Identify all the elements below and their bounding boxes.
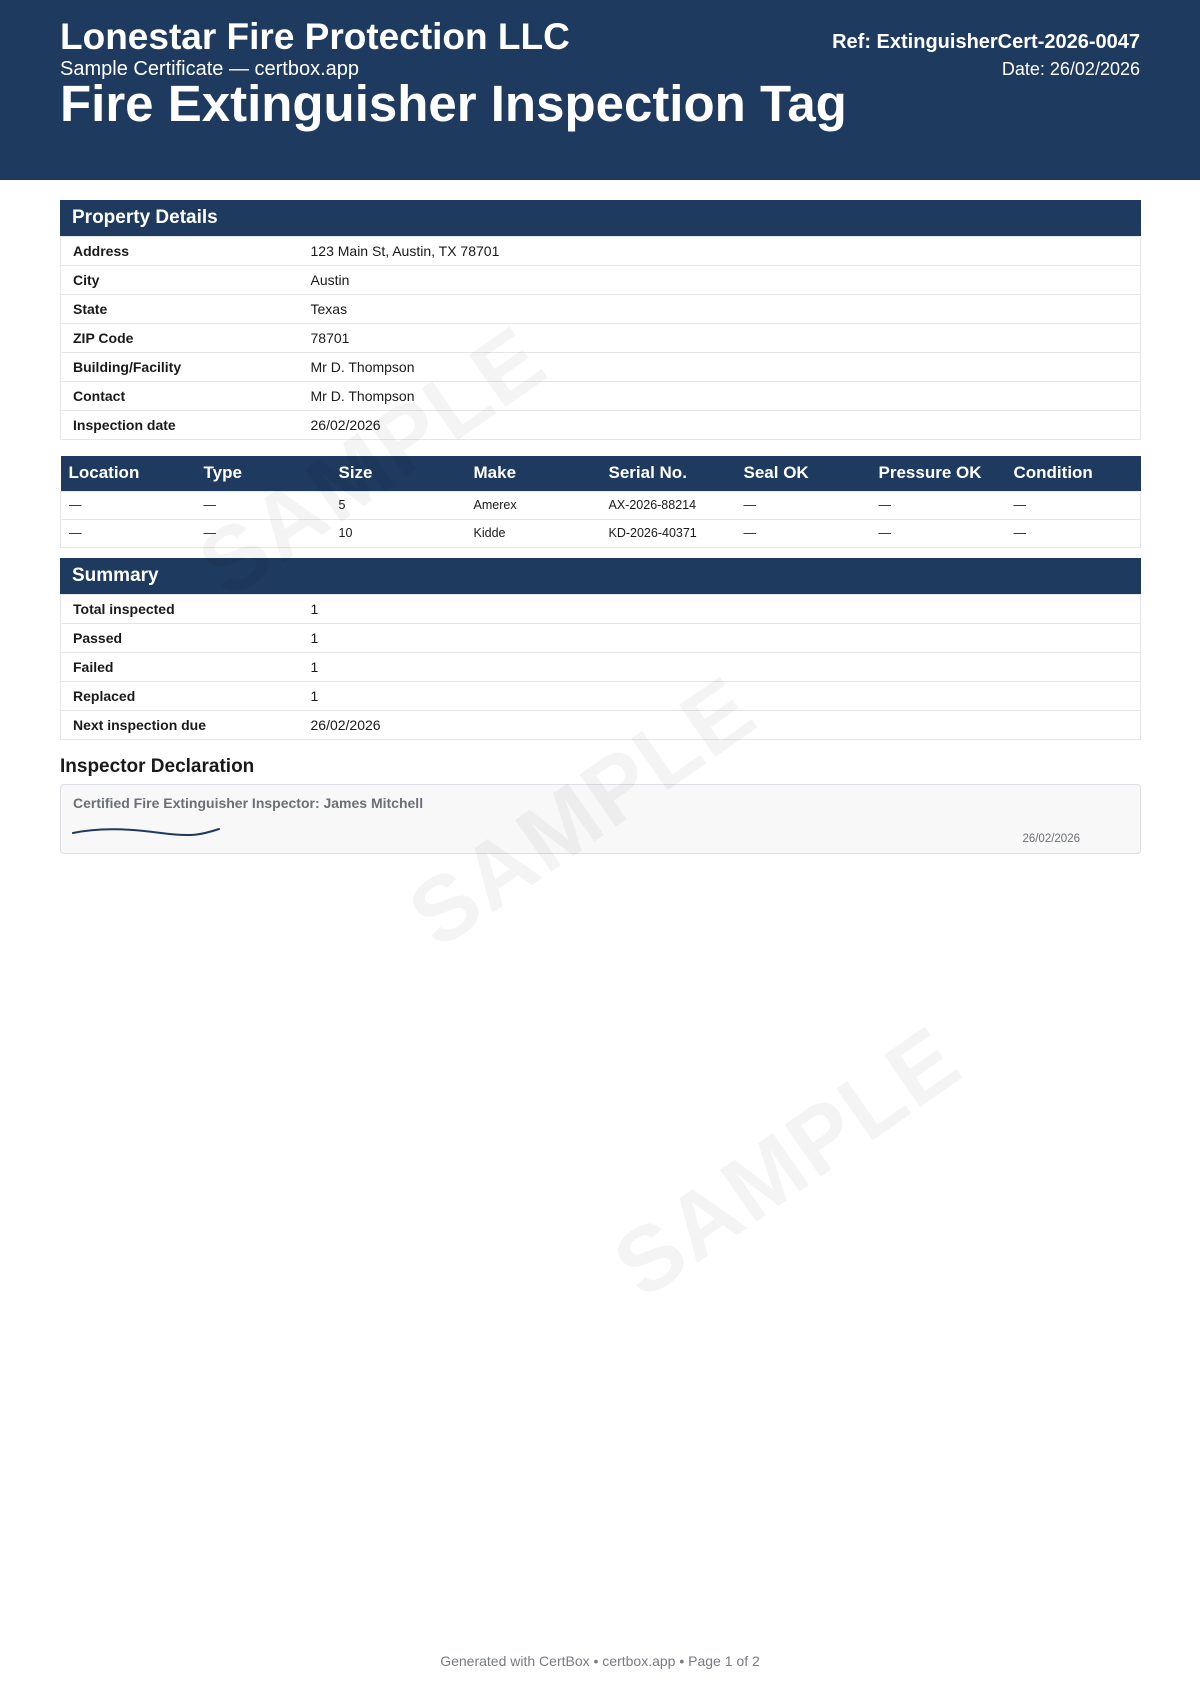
detail-row	[61, 266, 1141, 295]
detail-row	[61, 682, 1141, 711]
detail-label: Address	[61, 237, 299, 266]
detail-value: 26/02/2026	[299, 711, 1141, 740]
detail-label: Replaced	[61, 682, 299, 711]
reference-number: Ref: ExtinguisherCert-2026-0047	[832, 31, 1140, 53]
declaration-heading: Inspector Declaration	[60, 756, 255, 777]
table-cell: —	[871, 519, 1006, 547]
detail-label: Contact	[61, 382, 299, 411]
table-cell: —	[196, 519, 331, 547]
detail-value: 26/02/2026	[299, 411, 1141, 440]
detail-label: Building/Facility	[61, 353, 299, 382]
certificate-subtitle: Sample Certificate — certbox.app	[60, 58, 360, 80]
detail-row	[61, 711, 1141, 740]
detail-label: ZIP Code	[61, 324, 299, 353]
detail-value: Mr D. Thompson	[299, 382, 1141, 411]
table-cell: 10	[331, 519, 466, 547]
page-footer: Generated with CertBox • certbox.app • Page 1 of 2	[440, 1653, 760, 1669]
detail-label: Next inspection due	[61, 711, 299, 740]
summary-table	[60, 594, 1141, 740]
column-header: Make	[466, 456, 601, 491]
column-header: Type	[196, 456, 331, 491]
detail-value: Austin	[299, 266, 1141, 295]
detail-row	[61, 595, 1141, 624]
detail-value: 123 Main St, Austin, TX 78701	[299, 237, 1141, 266]
column-header: Pressure OK	[871, 456, 1006, 491]
detail-row	[61, 382, 1141, 411]
declaration-date: 26/02/2026	[1022, 833, 1080, 845]
table-cell: —	[196, 491, 331, 519]
detail-row	[61, 237, 1141, 266]
detail-value: 1	[299, 624, 1141, 653]
detail-row	[61, 353, 1141, 382]
table-row	[61, 491, 1141, 519]
table-cell: AX-2026-88214	[601, 491, 736, 519]
detail-label: Passed	[61, 624, 299, 653]
table-cell: —	[736, 519, 871, 547]
detail-row	[61, 324, 1141, 353]
document-title: Fire Extinguisher Inspection Tag	[60, 75, 847, 132]
detail-value: Mr D. Thompson	[299, 353, 1141, 382]
summary-heading: Summary	[60, 558, 1141, 594]
detail-value: 78701	[299, 324, 1141, 353]
signature-image	[71, 823, 221, 839]
column-header: Condition	[1006, 456, 1141, 491]
detail-value: 1	[299, 682, 1141, 711]
table-cell: —	[61, 519, 196, 547]
table-cell: 5	[331, 491, 466, 519]
table-cell: —	[736, 491, 871, 519]
company-name: Lonestar Fire Protection LLC	[60, 16, 570, 57]
detail-label: Total inspected	[61, 595, 299, 624]
table-cell: —	[1006, 491, 1141, 519]
detail-label: State	[61, 295, 299, 324]
detail-row	[61, 295, 1141, 324]
watermark	[596, 1006, 980, 1319]
column-header: Seal OK	[736, 456, 871, 491]
detail-label: Inspection date	[61, 411, 299, 440]
declaration-box	[60, 784, 1141, 854]
table-cell: Kidde	[466, 519, 601, 547]
table-cell: —	[871, 491, 1006, 519]
detail-value: 1	[299, 595, 1141, 624]
summary-section	[60, 558, 1141, 740]
table-cell: KD-2026-40371	[601, 519, 736, 547]
property-details-table	[60, 236, 1141, 440]
extinguisher-table-header	[61, 456, 1141, 491]
detail-value: Texas	[299, 295, 1141, 324]
table-cell: —	[1006, 519, 1141, 547]
detail-row	[61, 653, 1141, 682]
column-header: Location	[61, 456, 196, 491]
property-details-heading: Property Details	[60, 200, 1141, 236]
certificate-date: Date: 26/02/2026	[1001, 59, 1140, 79]
column-header: Size	[331, 456, 466, 491]
detail-label: Failed	[61, 653, 299, 682]
table-cell: Amerex	[466, 491, 601, 519]
detail-row	[61, 411, 1141, 440]
property-details-section	[60, 200, 1141, 440]
column-header: Serial No.	[601, 456, 736, 491]
detail-row	[61, 624, 1141, 653]
declaration-text: Certified Fire Extinguisher Inspector: James Mitchell	[73, 795, 424, 811]
detail-value: 1	[299, 653, 1141, 682]
certificate-header	[0, 0, 1200, 180]
extinguisher-table	[60, 456, 1141, 548]
detail-label: City	[61, 266, 299, 295]
table-cell: —	[61, 491, 196, 519]
table-row	[61, 519, 1141, 547]
